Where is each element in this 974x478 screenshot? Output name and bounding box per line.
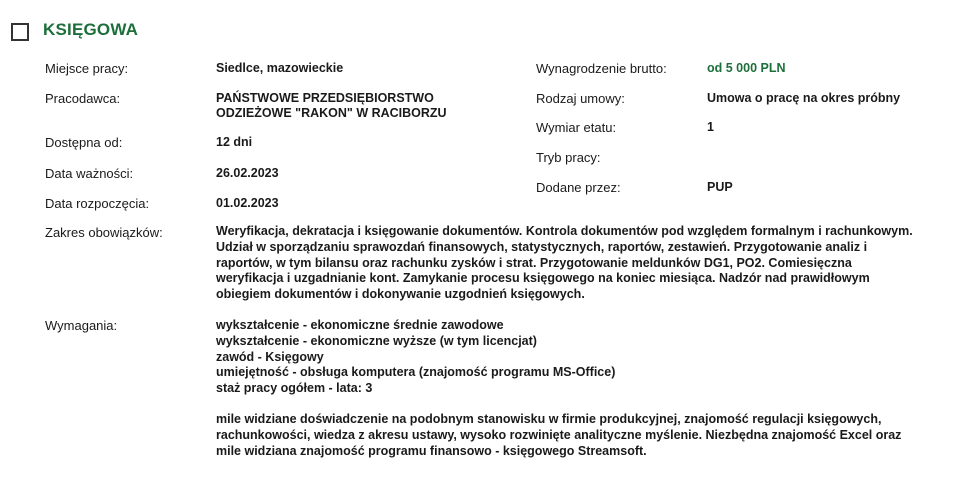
employer-name-line-1: PAŃSTWOWE PRZEDSIĘBIORSTWO bbox=[216, 91, 434, 105]
contract-type-value: Umowa o pracę na okres próbny bbox=[707, 91, 901, 105]
salary-value: od 5 000 PLN bbox=[707, 61, 786, 75]
job-title: KSIĘGOWA bbox=[43, 20, 139, 39]
contract-type-label: Rodzaj umowy: bbox=[536, 91, 625, 106]
additional-info-text: mile widziane doświadczenie na podobnym stanowisku w firmie produkcyjnej, znajomość regulacji księgowych, rachunkowości, wiedza z akresu ustawy, wysoko rozwinięte analityczne myślenie. Niezbędna znajomość Excel oraz mile widziana znajomość programu finansowo - księgowego Streamsoft. bbox=[216, 411, 902, 458]
requirement-item: wykształcenie - ekonomiczne średnie zawodowe bbox=[216, 318, 504, 332]
start-date-value: 01.02.2023 bbox=[216, 196, 279, 210]
start-date-label: Data rozpoczęcia: bbox=[45, 196, 150, 211]
location-value: Siedlce, mazowieckie bbox=[216, 61, 344, 75]
select-offer-checkbox[interactable] bbox=[11, 23, 29, 41]
requirements-label: Wymagania: bbox=[45, 318, 118, 333]
requirement-item: staż pracy ogółem - lata: 3 bbox=[216, 381, 373, 396]
added-by-label: Dodane przez: bbox=[536, 180, 621, 195]
fte-value: 1 bbox=[707, 120, 714, 134]
duties-label: Zakres obowiązków: bbox=[45, 225, 163, 240]
expiry-label: Data ważności: bbox=[45, 166, 134, 181]
employer-value bbox=[216, 91, 447, 121]
available-value: 12 dni bbox=[216, 135, 253, 149]
expiry-value: 26.02.2023 bbox=[216, 166, 279, 180]
requirement-item: umiejętność - obsługa komputera (znajomość programu MS-Office) bbox=[216, 365, 616, 380]
salary-label: Wynagrodzenie brutto: bbox=[536, 61, 667, 76]
added-by-value: PUP bbox=[707, 180, 733, 194]
duties-text: Weryfikacja, dekratacja i księgowanie dokumentów. Kontrola dokumentów pod względem formalnym i rachunkowym. Udział w sporządzaniu sprawozdań finansowych, statystycznych, raportów, zestawień. Przygotowanie analiz i raportów, w tym bilansu oraz rachunku zysków i strat. Przygotowanie meldunków DG1, PO2. Comiesięczna weryfikacja i uzgadnianie kont. Zamykanie procesu księgowego na koniec miesiąca. Nadzór nad prawidłowym obiegiem dokumentów i dokonywanie uzgodnień księgowych. bbox=[216, 224, 913, 302]
requirement-item: wykształcenie - ekonomiczne wyższe (w tym licencjat) bbox=[216, 333, 537, 348]
requirements-list bbox=[216, 318, 916, 459]
fte-label: Wymiar etatu: bbox=[536, 120, 617, 135]
employer-name-line-2: ODZIEŻOWE "RAKON" W RACIBORZU bbox=[216, 106, 447, 120]
location-label: Miejsce pracy: bbox=[45, 61, 129, 76]
employer-label: Pracodawca: bbox=[45, 91, 121, 106]
work-mode-label: Tryb pracy: bbox=[536, 150, 601, 165]
requirement-item: zawód - Księgowy bbox=[216, 349, 324, 364]
available-label: Dostępna od: bbox=[45, 135, 123, 150]
